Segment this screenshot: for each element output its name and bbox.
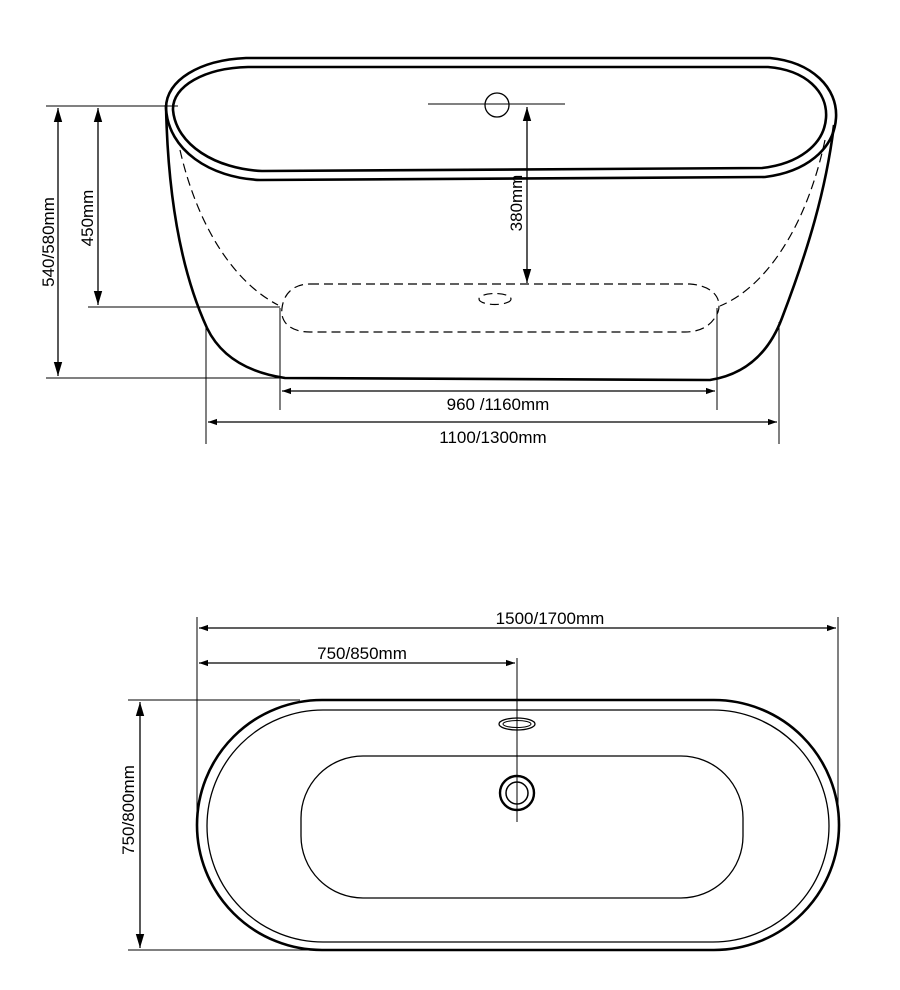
dim-label-drain-position: 750/850mm bbox=[317, 644, 407, 663]
tub-rim-inner bbox=[173, 67, 826, 171]
tub-side-outline bbox=[166, 105, 834, 380]
tub-floor-hidden bbox=[282, 284, 719, 332]
dim-label-total-length: 1500/1700mm bbox=[495, 609, 605, 628]
dim-label-depth: 380mm bbox=[507, 174, 526, 232]
tub-inner-basin-hidden-right bbox=[720, 140, 825, 306]
dim-label-height-inner: 450mm bbox=[78, 189, 97, 247]
dim-label-base-length: 1100/1300mm bbox=[439, 428, 547, 447]
dim-label-width: 750/800mm bbox=[119, 765, 138, 855]
tub-top-inner bbox=[207, 710, 829, 942]
top-view bbox=[119, 609, 839, 950]
overflow-icon bbox=[485, 93, 509, 117]
tub-inner-basin-hidden bbox=[180, 150, 278, 305]
floor-drain-hidden bbox=[479, 294, 511, 305]
dim-label-bottom-length: 960 /1160mm bbox=[446, 395, 550, 414]
side-view bbox=[39, 58, 836, 447]
dim-label-height-outer: 540/580mm bbox=[39, 197, 58, 287]
tub-rim-outer bbox=[166, 58, 836, 180]
